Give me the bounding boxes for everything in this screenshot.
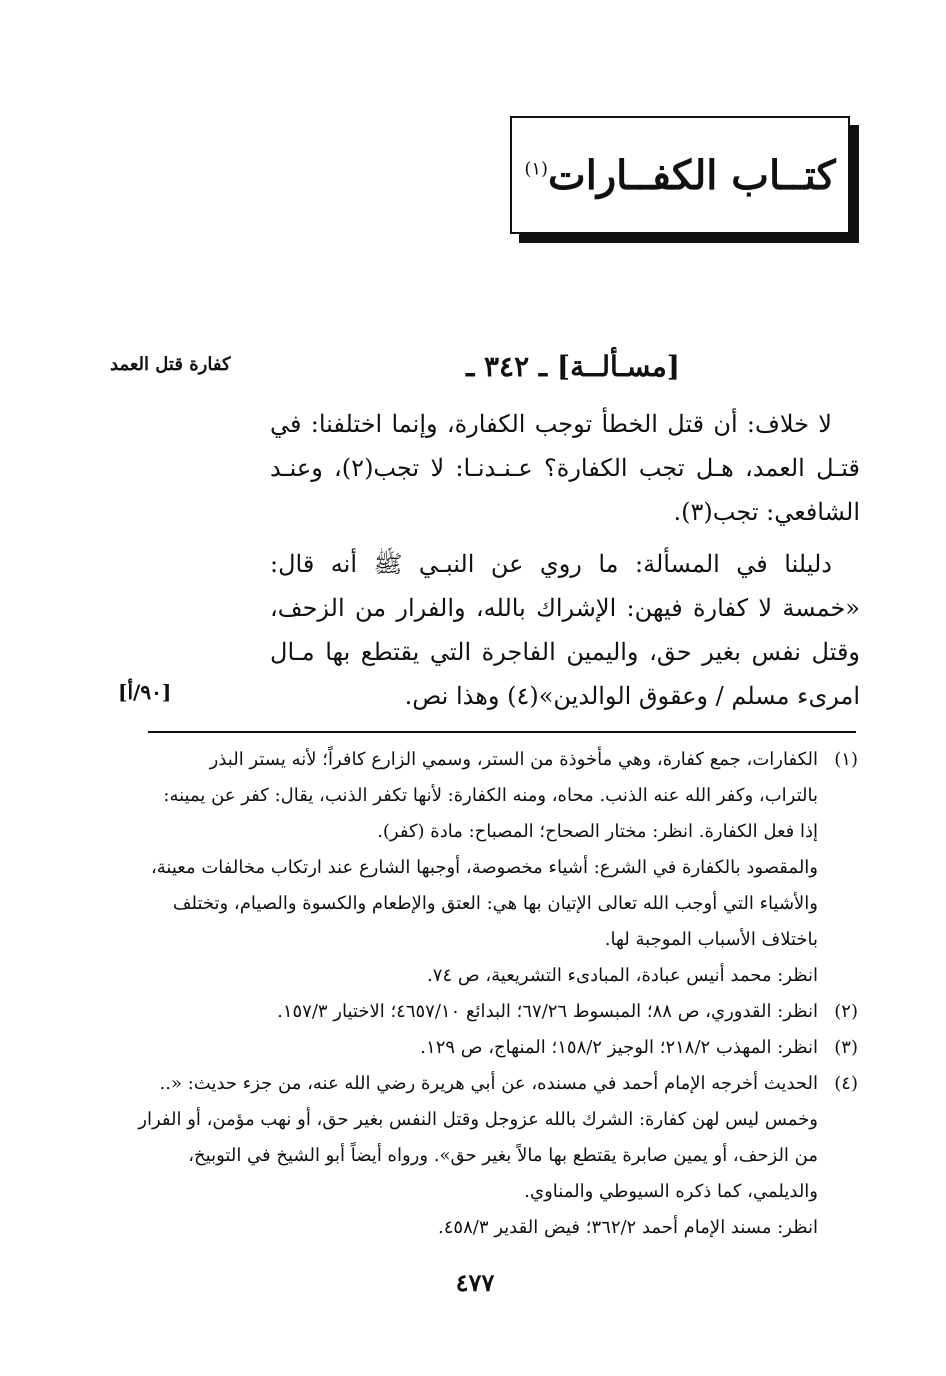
issue-heading: [مسـألــة] ـ ٣٤٢ ـ [466, 350, 680, 383]
book-title [524, 152, 835, 199]
footnote-line: الحديث أخرجه الإمام أحمد في مسنده، عن أبي هريرة رضي الله عنه، من جزء حديث: «.. [159, 1073, 818, 1094]
footnote-number: (١) [834, 749, 858, 770]
manuscript-folio-mark: [٩٠/أ] [118, 680, 172, 704]
footnote-4 [118, 1066, 858, 1246]
footnote-2 [118, 994, 858, 1030]
book-title-box [510, 116, 850, 234]
book-title-text: كتــاب الكفــارات [548, 151, 836, 199]
footnote-line: وخمس ليس لهن كفارة: الشرك بالله عزوجل وقتل النفس بغير حق، أو نهب مؤمن، أو الفرار [138, 1109, 818, 1130]
footnote-line: إذا فعل الكفارة. انظر: مختار الصحاح؛ المصباح: مادة (كفر). [377, 821, 818, 842]
footnote-number: (٢) [834, 1001, 858, 1022]
footnote-separator [148, 731, 856, 733]
footnotes [118, 742, 858, 1246]
footnote-line: والمقصود بالكفارة في الشرع: أشياء مخصوصة، أوجبها الشارع عند ارتكاب مخالفات معينة، [150, 857, 818, 878]
footnote-3 [118, 1030, 858, 1066]
main-text [270, 402, 860, 726]
footnote-line: والديلمي، كما ذكره السيوطي والمناوي. [524, 1181, 818, 1202]
paragraph-opinions: لا خلاف: أن قتل الخطأ توجب الكفارة، وإنما اختلفنا: في قتـل العمد، هـل تجب الكفارة؟ عـنـدنـا: لا تجب(٢)، وعنـد الشافعي: تجب(٣). [270, 410, 860, 526]
footnote-line: الكفارات، جمع كفارة، وهي مأخوذة من الستر، وسمي الزارع كافراً؛ لأنه يستر البذر [209, 749, 818, 770]
footnote-line: بالتراب، وكفر الله عنه الذنب. محاه، ومنه الكفارة: لأنها تكفر الذنب، يقال: كفر عن يمينه: [163, 785, 818, 806]
footnote-line: انظر: القدوري، ص ٨٨؛ المبسوط ٦٧/٢٦؛ البدائع ٤٦٥٧/١٠؛ الاختيار ١٥٧/٣. [277, 1001, 818, 1022]
page-number: ٤٧٧ [455, 1268, 495, 1297]
footnote-line: انظر: مسند الإمام أحمد ٣٦٢/٢؛ فيض القدير ٤٥٨/٣. [438, 1217, 818, 1238]
footnote-line: من الزحف، أو يمين صابرة يقتطع بها مالاً بغير حق». ورواه أيضاً أبو الشيخ في التوبيخ، [188, 1145, 818, 1166]
title-footnote-ref: (١) [524, 158, 549, 180]
footnote-line: والأشياء التي أوجب الله تعالى الإتيان بها هي: العتق والإطعام والكسوة والصيام، وتختلف [172, 893, 818, 914]
issue-side-title: كفارة قتل العمد [110, 354, 231, 375]
footnote-1 [118, 742, 858, 994]
footnote-number: (٤) [834, 1073, 858, 1094]
footnote-line: انظر: المهذب ٢١٨/٢؛ الوجيز ١٥٨/٢؛ المنهاج، ص ١٢٩. [420, 1037, 818, 1058]
footnote-number: (٣) [834, 1037, 858, 1058]
paragraph-evidence: دليلنا في المسألة: ما روي عن النبـي ﷺ أنه قال: «خمسة لا كفارة فيهن: الإشراك بالله، والفرار من الزحف، وقتل نفس بغير حق، واليمين الفاجرة التي يقتطع بها مـال امرىء مسلم / وعقوق الوالدين»(٤) وهذا نص. [270, 550, 860, 710]
footnote-line: باختلاف الأسباب الموجبة لها. [604, 929, 818, 950]
footnote-line: انظر: محمد أنيس عبادة، المبادىء التشريعية، ص ٧٤. [427, 965, 818, 986]
issue-header [110, 350, 855, 390]
